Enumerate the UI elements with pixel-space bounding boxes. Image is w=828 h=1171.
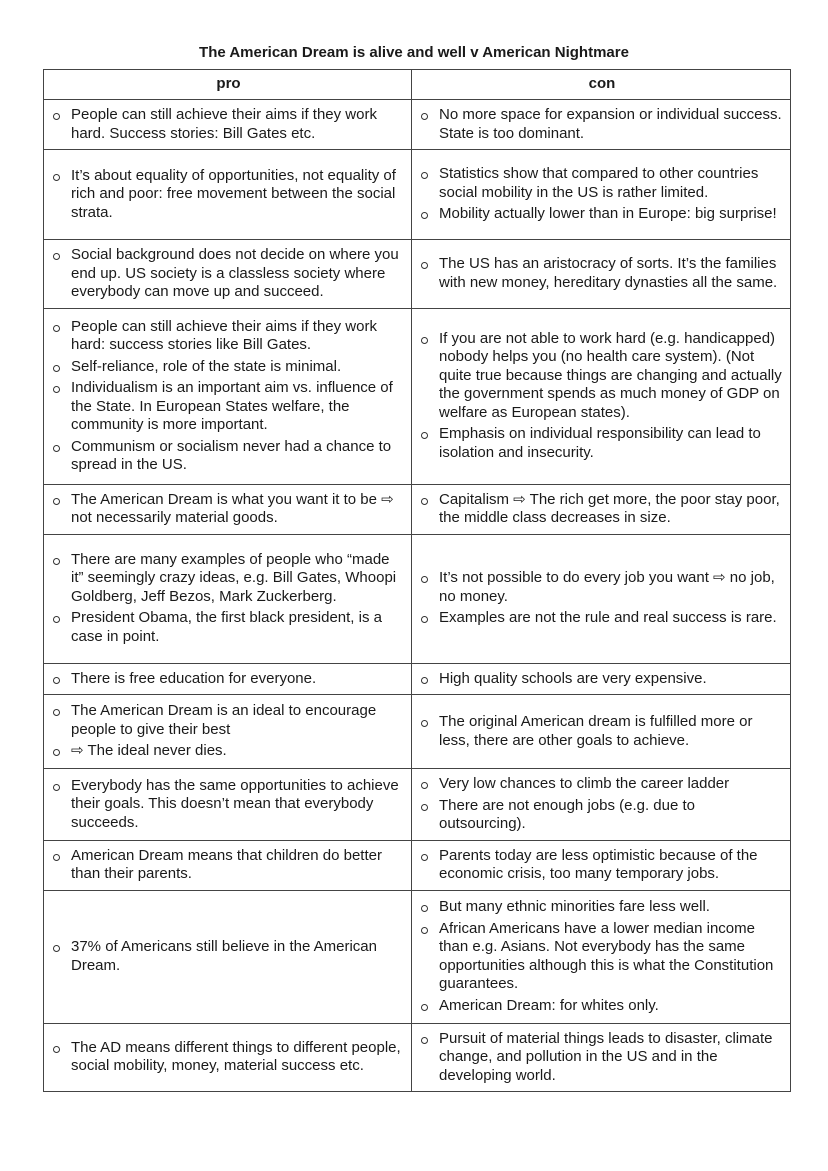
con-cell bbox=[412, 100, 791, 150]
table-row bbox=[44, 308, 791, 484]
pro-point: President Obama, the first black president, is a case in point. bbox=[52, 609, 405, 646]
pro-cell bbox=[44, 769, 412, 841]
table-row bbox=[44, 534, 791, 663]
pro-point: Communism or socialism never had a chance to spread in the US. bbox=[52, 438, 405, 475]
pro-cell bbox=[44, 840, 412, 890]
pro-cell bbox=[44, 240, 412, 309]
pro-list bbox=[52, 777, 405, 833]
table-row bbox=[44, 150, 791, 240]
pro-cell bbox=[44, 1023, 412, 1092]
pro-point: The American Dream is what you want it to be ⇨ not necessarily material goods. bbox=[52, 491, 405, 528]
pro-point: There are many examples of people who “made it” seemingly crazy ideas, e.g. Bill Gates, Whoopi Goldberg, Jeff Bezos, Mark Zuckerberg. bbox=[52, 551, 405, 607]
pro-point: The American Dream is an ideal to encourage people to give their best bbox=[52, 702, 405, 739]
pro-list bbox=[52, 1039, 405, 1076]
con-list bbox=[420, 847, 784, 884]
pro-point: It’s about equality of opportunities, not equality of rich and poor: free movement between the social strata. bbox=[52, 167, 405, 223]
table-row bbox=[44, 100, 791, 150]
con-list bbox=[420, 713, 784, 750]
pro-point: ⇨ The ideal never dies. bbox=[52, 742, 405, 761]
pro-con-table bbox=[43, 69, 791, 1092]
con-point: The US has an aristocracy of sorts. It’s the families with new money, hereditary dynasties all the same. bbox=[420, 255, 784, 292]
pro-cell bbox=[44, 695, 412, 769]
con-list bbox=[420, 775, 784, 834]
pro-cell bbox=[44, 890, 412, 1023]
pro-point: There is free education for everyone. bbox=[52, 670, 405, 689]
table-row bbox=[44, 890, 791, 1023]
con-point: Statistics show that compared to other countries social mobility in the US is rather limited. bbox=[420, 165, 784, 202]
con-point: Pursuit of material things leads to disaster, climate change, and pollution in the US and in the developing world. bbox=[420, 1030, 784, 1086]
con-point: The original American dream is fulfilled more or less, there are other goals to achieve. bbox=[420, 713, 784, 750]
header-row bbox=[44, 70, 791, 100]
con-point: High quality schools are very expensive. bbox=[420, 670, 784, 689]
con-cell bbox=[412, 534, 791, 663]
con-point: American Dream: for whites only. bbox=[420, 997, 784, 1016]
con-list bbox=[420, 165, 784, 224]
pro-cell bbox=[44, 308, 412, 484]
pro-list bbox=[52, 551, 405, 647]
con-cell bbox=[412, 240, 791, 309]
con-list bbox=[420, 255, 784, 292]
con-cell bbox=[412, 663, 791, 695]
con-list bbox=[420, 106, 784, 143]
pro-cell bbox=[44, 150, 412, 240]
table-row bbox=[44, 240, 791, 309]
pro-point: The AD means different things to different people, social mobility, money, material success etc. bbox=[52, 1039, 405, 1076]
pro-list bbox=[52, 318, 405, 475]
con-cell bbox=[412, 484, 791, 534]
con-point: Very low chances to climb the career ladder bbox=[420, 775, 784, 794]
pro-list bbox=[52, 106, 405, 143]
table-row bbox=[44, 840, 791, 890]
pro-list bbox=[52, 167, 405, 223]
con-cell bbox=[412, 150, 791, 240]
con-cell bbox=[412, 1023, 791, 1092]
con-list bbox=[420, 491, 784, 528]
con-point: It’s not possible to do every job you want ⇨ no job, no money. bbox=[420, 569, 784, 606]
con-point: There are not enough jobs (e.g. due to outsourcing). bbox=[420, 797, 784, 834]
con-point: Mobility actually lower than in Europe: big surprise! bbox=[420, 205, 784, 224]
con-point: Parents today are less optimistic because of the economic crisis, too many temporary jobs. bbox=[420, 847, 784, 884]
pro-point: People can still achieve their aims if they work hard. Success stories: Bill Gates etc. bbox=[52, 106, 405, 143]
pro-header: pro bbox=[44, 70, 412, 100]
pro-list bbox=[52, 938, 405, 975]
pro-point: People can still achieve their aims if they work hard: success stories like Bill Gates. bbox=[52, 318, 405, 355]
table-row bbox=[44, 663, 791, 695]
con-cell bbox=[412, 308, 791, 484]
con-cell bbox=[412, 695, 791, 769]
pro-point: Social background does not decide on where you end up. US society is a classless society where everybody can move up and succeed. bbox=[52, 246, 405, 302]
con-point: If you are not able to work hard (e.g. handicapped) nobody helps you (no health care system). (Not quite true because things are changing and actually the government spends as much money of GDP on welfare as European states). bbox=[420, 330, 784, 423]
con-point: Emphasis on individual responsibility can lead to isolation and insecurity. bbox=[420, 425, 784, 462]
con-header: con bbox=[412, 70, 791, 100]
document-title: The American Dream is alive and well v American Nightmare bbox=[199, 44, 629, 61]
pro-list bbox=[52, 670, 405, 689]
table-body bbox=[44, 100, 791, 1092]
table-row bbox=[44, 695, 791, 769]
con-list bbox=[420, 1030, 784, 1086]
con-point: Examples are not the rule and real success is rare. bbox=[420, 609, 784, 628]
con-list bbox=[420, 670, 784, 689]
pro-list bbox=[52, 491, 405, 528]
con-point: But many ethnic minorities fare less well. bbox=[420, 898, 784, 917]
con-point: No more space for expansion or individual success. State is too dominant. bbox=[420, 106, 784, 143]
pro-point: Individualism is an important aim vs. influence of the State. In European States welfare, the community is more important. bbox=[52, 379, 405, 435]
table-row bbox=[44, 769, 791, 841]
con-list bbox=[420, 898, 784, 1015]
con-point: African Americans have a lower median income than e.g. Asians. Not everybody has the same opportunities although this is what the Constitution guarantees. bbox=[420, 920, 784, 994]
pro-cell bbox=[44, 484, 412, 534]
pro-point: Everybody has the same opportunities to achieve their goals. This doesn’t mean that everybody succeeds. bbox=[52, 777, 405, 833]
con-list bbox=[420, 330, 784, 463]
pro-cell bbox=[44, 534, 412, 663]
pro-point: Self-reliance, role of the state is minimal. bbox=[52, 358, 405, 377]
pro-point: 37% of Americans still believe in the American Dream. bbox=[52, 938, 405, 975]
pro-list bbox=[52, 847, 405, 884]
pro-list bbox=[52, 702, 405, 761]
con-point: Capitalism ⇨ The rich get more, the poor stay poor, the middle class decreases in size. bbox=[420, 491, 784, 528]
con-cell bbox=[412, 890, 791, 1023]
table-row bbox=[44, 484, 791, 534]
pro-point: American Dream means that children do better than their parents. bbox=[52, 847, 405, 884]
con-cell bbox=[412, 840, 791, 890]
table-row bbox=[44, 1023, 791, 1092]
con-cell bbox=[412, 769, 791, 841]
pro-cell bbox=[44, 100, 412, 150]
con-list bbox=[420, 569, 784, 628]
pro-list bbox=[52, 246, 405, 302]
pro-cell bbox=[44, 663, 412, 695]
